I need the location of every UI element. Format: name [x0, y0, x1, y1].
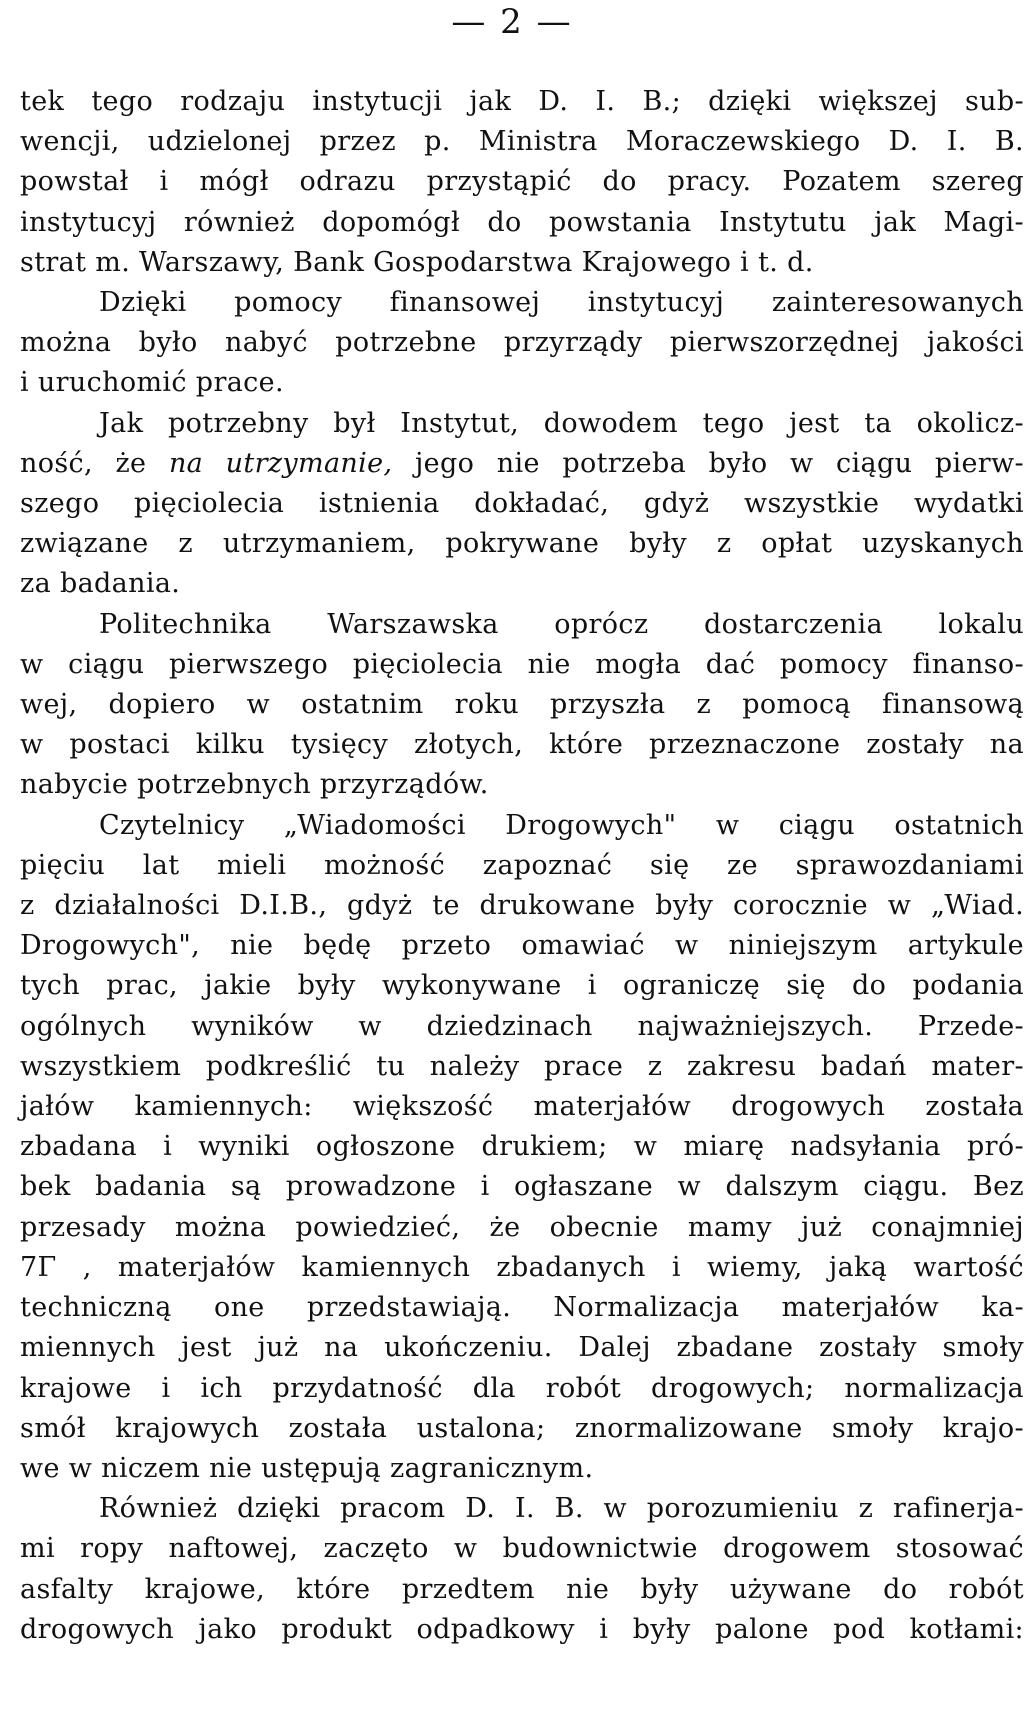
text-line: drogowych jako produkt odpadkowy i były palone pod kotłami: — [20, 1613, 1024, 1645]
text-line: związane z utrzymaniem, pokrywane były z opłat uzyskanych — [20, 528, 1024, 560]
text-line: wencji, udzielonej przez p. Ministra Moraczewskiego D. I. B. — [20, 126, 1024, 158]
text-line: strat m. Warszawy, Bank Gospodarstwa Krajowego i t. d. — [20, 246, 814, 278]
text-line: za badania. — [20, 568, 181, 600]
text-line: w ciągu pierwszego pięciolecia nie mogła dać pomocy finanso- — [20, 648, 1024, 680]
text-line: można było nabyć potrzebne przyrządy pierwszorzędnej jakości — [20, 327, 1024, 359]
text-line: Również dzięki pracom D. I. B. w porozumieniu z rafinerja- — [99, 1493, 1024, 1525]
text-line: mi ropy naftowej, zaczęto w budownictwie drogowem stosować — [20, 1533, 1024, 1565]
text-line — [20, 444, 1024, 484]
text-line: w postaci kilku tysięcy złotych, które przeznaczone zostały na — [20, 729, 1024, 761]
text-line: tych prac, jakie były wykonywane i ograniczę się do podania — [20, 970, 1024, 1002]
text-line: asfalty krajowe, które przedtem nie były używane do robót — [20, 1573, 1024, 1605]
text-line: ogólnych wyników w dziedzinach najważniejszych. Przede- — [20, 1010, 1024, 1042]
text-line: krajowe i ich przydatność dla robót drogowych; normalizacja — [20, 1372, 1024, 1404]
text-line: jałów kamiennych: większość materjałów drogowych została — [20, 1091, 1024, 1123]
text-line: bek badania są prowadzone i ogłaszane w dalszym ciągu. Bez — [20, 1171, 1024, 1203]
text-line: tek tego rodzaju instytucji jak D. I. B.; dzięki większej sub- — [20, 86, 1024, 117]
text-line: powstał i mógł odrazu przystąpić do pracy. Pozatem szereg — [20, 166, 1024, 198]
text-line: Politechnika Warszawska oprócz dostarczenia lokalu — [99, 608, 1024, 640]
text-line: 7Γ , materjałów kamiennych zbadanych i wiemy, jaką wartość — [20, 1251, 1024, 1283]
text-segment: jego nie potrzeba było w ciągu pierw- — [392, 447, 1024, 479]
text-line: wej, dopiero w ostatnim roku przyszła z pomocą finansową — [20, 689, 1024, 721]
text-line: Czytelnicy „Wiadomości Drogowych" w ciągu ostatnich — [99, 809, 1024, 841]
emphasized-text: na utrzymanie, — [168, 447, 393, 479]
text-line: miennych jest już na ukończeniu. Dalej zbadane zostały smoły — [20, 1332, 1024, 1364]
text-line: przesady można powiedzieć, że obecnie mamy już conajmniej — [20, 1211, 1024, 1243]
text-line: Dzięki pomocy finansowej instytucyj zainteresowanych — [99, 287, 1024, 319]
text-line: wszystkiem podkreślić tu należy prace z zakresu badań mater- — [20, 1050, 1024, 1082]
page-number: — 2 — — [451, 2, 573, 42]
text-line: szego pięciolecia istnienia dokładać, gdyż wszystkie wydatki — [20, 488, 1024, 520]
text-line: instytucyj również dopomógł do powstania Instytutu jak Magi- — [20, 206, 1024, 238]
article-body — [20, 82, 1024, 1650]
text-line: Jak potrzebny był Instytut, dowodem tego jest ta okolicz- — [99, 407, 1024, 439]
text-line: zbadana i wyniki ogłoszone drukiem; w miarę nadsyłania pró- — [20, 1131, 1024, 1163]
text-line: pięciu lat mieli możność zapoznać się ze sprawozdaniami — [20, 849, 1024, 881]
text-line: nabycie potrzebnych przyrządów. — [20, 769, 489, 801]
text-line: z działalności D.I.B., gdyż te drukowane były corocznie w „Wiad. — [20, 890, 1024, 922]
text-line: techniczną one przedstawiają. Normalizacja materjałów ka- — [20, 1292, 1024, 1324]
text-line: i uruchomić prace. — [20, 367, 284, 399]
text-segment: ność, że — [20, 447, 169, 479]
text-line: we w niczem nie ustępują zagranicznym. — [20, 1452, 594, 1484]
text-line: Drogowych", nie będę przeto omawiać w niniejszym artykule — [20, 930, 1024, 962]
text-line: smół krajowych została ustalona; znormalizowane smoły krajo- — [20, 1412, 1024, 1444]
